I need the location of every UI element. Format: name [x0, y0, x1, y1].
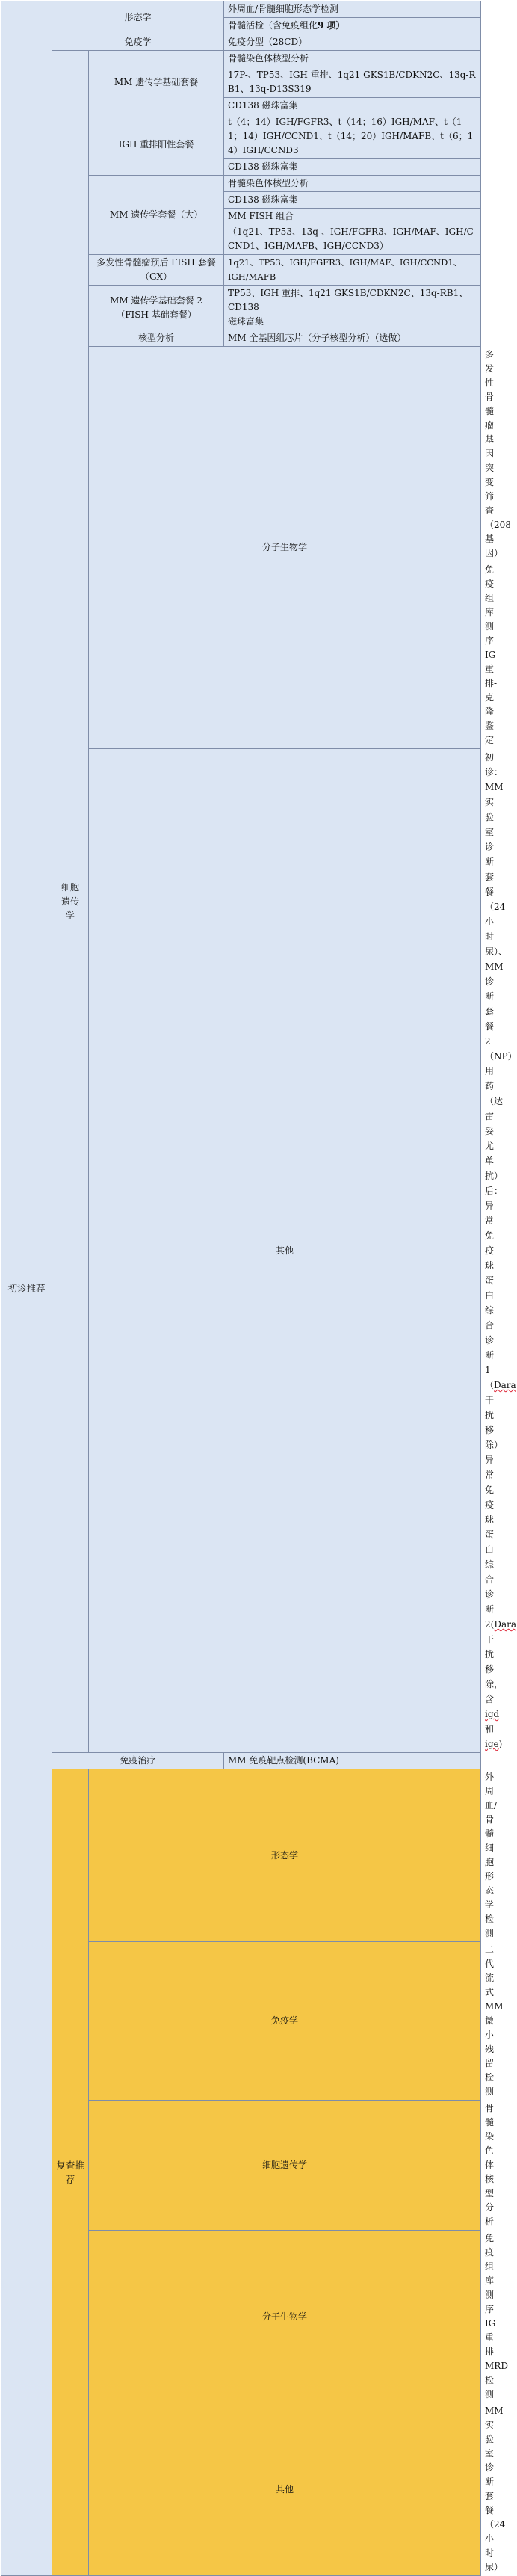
row-review-molecular: 分子生物学 免疫组库测序 IG 重排-MRD 检测: [1, 2231, 481, 2403]
item-immunology: 免疫分型（28CD）: [224, 34, 481, 51]
row-review-other: 其他 MM 实验室诊断套餐（24 小时尿）: [1, 2403, 481, 2576]
category-cytogenetics: 细胞 遗传 学: [52, 51, 89, 1753]
item-igh-positive-1: t（4；14）IGH/FGFR3、t（14；16）IGH/MAF、t（11；14）IGH/CCND1、t（14；20）IGH/MAFB、t（6；14）IGH/CCND3: [224, 114, 481, 159]
item-karyotype: MM 全基因组芯片（分子核型分析）（选做）: [224, 330, 481, 347]
item-mm-basic-2: 17P-、TP53、IGH 重排、1q21 GKS1B/CDKN2C、13q-RB1、13q-D13S319: [224, 67, 481, 98]
category-molecular: 分子生物学: [89, 347, 481, 749]
package-mm-large: MM 遗传学套餐（大）: [89, 176, 224, 255]
package-karyotype: 核型分析: [89, 330, 224, 347]
category-other: 其他: [89, 749, 481, 1753]
package-prognosis-fish: 多发性骨髓瘤预后 FISH 套餐 （GX）: [89, 255, 224, 286]
item-morphology-2: 骨髓活检（含免疫组化9 项）: [224, 18, 481, 34]
item-mm-basic-2-content: TP53、IGH 重排、1q21 GKS1B/CDKN2C、13q-RB1、CD138 磁珠富集: [224, 286, 481, 330]
item-morphology-1: 外周血/骨髓细胞形态学检测: [224, 1, 481, 18]
package-igh-positive: IGH 重排阳性套餐: [89, 114, 224, 176]
row-review-cytogenetics: 细胞遗传学 骨髓染色体核型分析: [1, 2101, 481, 2231]
test-recommendation-table: [1, 1, 517, 2576]
row-molecular-2: 免疫组库测序 IG 重排-克隆鉴定: [485, 564, 498, 745]
package-mm-basic-2: MM 遗传学基础套餐 2 （FISH 基础套餐）: [89, 286, 224, 330]
section-initial-label: 初诊推荐: [1, 1, 52, 2576]
row-other: 其他 初诊： MM 实验室诊断套餐（24 小时尿）、MM 诊断套餐 2（NP） 用药（达雷妥尤单抗）后： 异常免疫球蛋白综合诊断 1（Dara 干扰移除） 异常免疫球蛋白综合诊断 2(Dara 干扰移除，含 igd 和 ige): [1, 749, 481, 1753]
item-mm-large-2: CD138 磁珠富集: [224, 192, 481, 209]
item-mm-large-3: MM FISH 组合: [224, 209, 481, 225]
item-immunotherapy: MM 免疫靶点检测(BCMA): [224, 1753, 481, 1769]
review-category-other: 其他: [89, 2403, 481, 2576]
row-mm-basic-1: [1, 51, 481, 67]
row-review-immunology: 免疫学 二代流式 MM 微小残留检测: [1, 1942, 481, 2101]
row-immunotherapy: [1, 1753, 481, 1769]
item-igh-positive-2: CD138 磁珠富集: [224, 159, 481, 176]
item-prognosis-fish: 1q21、TP53、IGH/FGFR3、IGH/MAF、IGH/CCND1、IGH/MAFB: [224, 255, 481, 286]
category-morphology: 形态学: [52, 1, 224, 34]
review-category-immunology: 免疫学: [89, 1942, 481, 2101]
item-mm-basic-3: CD138 磁珠富集: [224, 98, 481, 114]
row-review-morphology: 复查推荐 形态学 外周血/骨髓细胞形态学检测: [1, 1769, 481, 1942]
review-category-morphology: 形态学: [89, 1769, 481, 1942]
row-immunology: [1, 34, 481, 51]
item-mm-large-4: （1q21、TP53、13q-、IGH/FGFR3、IGH/MAF、IGH/CCND1、IGH/MAFB、IGH/CCND3）: [224, 224, 481, 255]
row-morphology: [1, 1, 481, 18]
review-category-cytogenetics: 细胞遗传学: [89, 2101, 481, 2231]
category-immunotherapy: 免疫治疗: [52, 1753, 224, 1769]
review-category-molecular: 分子生物学: [89, 2231, 481, 2403]
row-molecular-1: 分子生物学 多发性骨髓瘤基因突变筛查（208 基因）: [1, 347, 481, 562]
section-review-label: 复查推荐: [52, 1769, 89, 2576]
package-mm-basic: MM 遗传学基础套餐: [89, 51, 224, 114]
category-immunology: 免疫学: [52, 34, 224, 51]
item-mm-basic-1: 骨髓染色体核型分析: [224, 51, 481, 67]
item-mm-large-1: 骨髓染色体核型分析: [224, 176, 481, 192]
